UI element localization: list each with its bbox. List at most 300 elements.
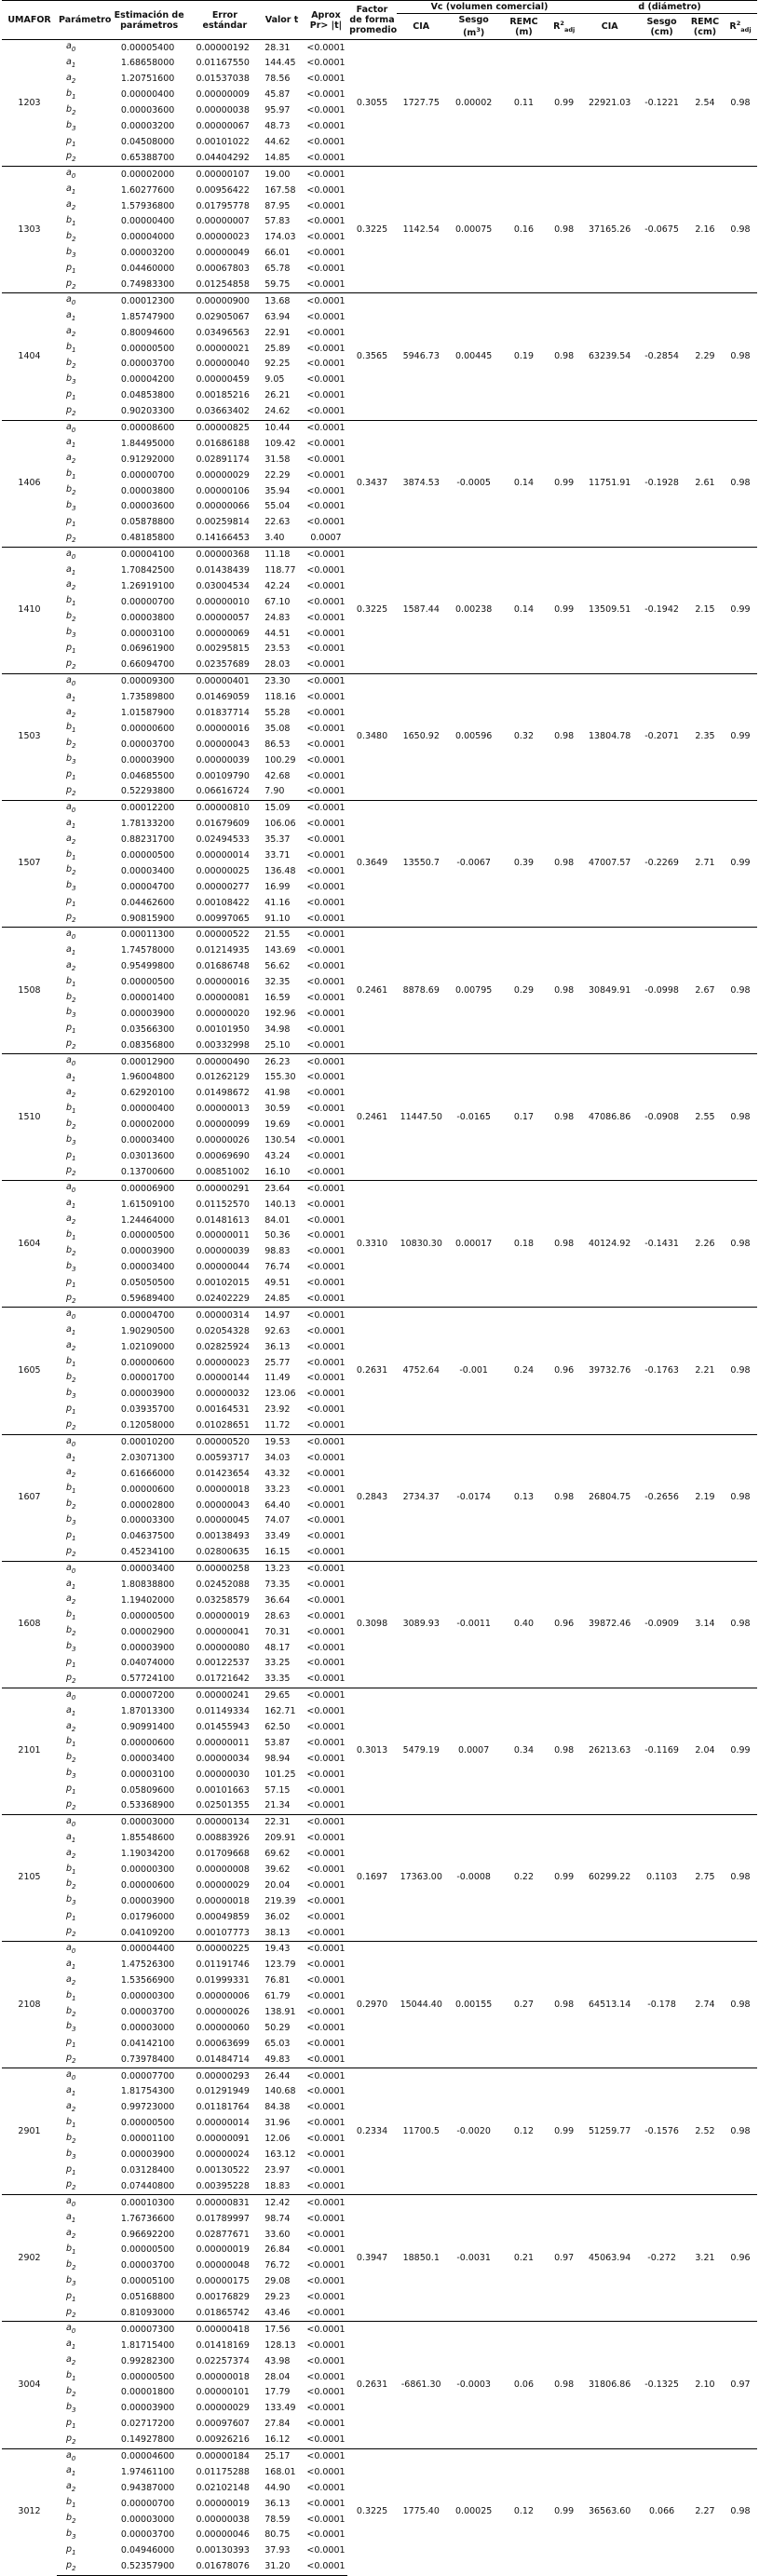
param-subscript: 1	[72, 600, 76, 608]
d-remc-cell: 2.27	[686, 2448, 724, 2575]
p-value-cell: <0.0001	[305, 673, 347, 689]
param-subscript: 3	[72, 2026, 76, 2034]
estimate-cell: 0.90815900	[120, 913, 175, 924]
estimate-cell: 1.81715400	[120, 2339, 175, 2351]
d-sesgo-cell: -0.2269	[637, 800, 686, 927]
std-error-cell: 0.00000057	[196, 612, 250, 623]
param-symbol: b	[66, 1133, 73, 1145]
t-value-cell: 101.25	[264, 1769, 296, 1780]
param-cell	[57, 1228, 108, 1244]
param-cell	[57, 2036, 108, 2052]
table-row	[2, 2195, 757, 2211]
col-aprox: Aprox Pr> |t|	[305, 1, 347, 40]
std-error-cell: 0.00000225	[190, 1942, 259, 1958]
param-cell	[57, 784, 108, 800]
std-error-cell: 0.00000014	[196, 850, 250, 861]
std-error-cell: 0.00000008	[196, 1864, 250, 1876]
param-subscript: 1	[71, 315, 76, 323]
param-symbol: a	[66, 437, 72, 448]
t-value-cell: 55.28	[264, 708, 291, 718]
estimate-cell: 0.00003100	[120, 628, 175, 639]
param-cell	[57, 863, 108, 879]
t-value-cell: 22.31	[259, 1814, 305, 1830]
col-d-cia: CIA	[582, 14, 637, 40]
t-value-cell: 23.64	[259, 1181, 305, 1197]
param-cell	[57, 135, 108, 151]
param-cell	[57, 1751, 108, 1767]
std-error-cell: 0.00176829	[196, 2292, 250, 2303]
parameter-table	[2, 0, 757, 2576]
estimate-cell: 0.99723000	[120, 2102, 175, 2113]
param-subscript: 2	[71, 837, 76, 846]
std-error-cell: 0.01469059	[196, 692, 250, 703]
umafor-cell: 1410	[2, 547, 57, 673]
table-row	[2, 293, 757, 309]
param-subscript: 2	[71, 1851, 76, 1860]
col-d-r2	[724, 14, 757, 40]
p-value-cell: <0.0001	[306, 644, 346, 655]
param-subscript: 1	[72, 1661, 76, 1669]
t-value-cell: 34.98	[264, 1024, 291, 1035]
param-symbol: a	[66, 183, 72, 195]
estimate-cell: 0.00009300	[108, 673, 191, 689]
t-value-cell: 91.10	[264, 913, 291, 924]
param-cell	[57, 150, 108, 166]
estimate-cell: 0.08356800	[120, 1039, 175, 1051]
param-subscript: 1	[71, 2470, 76, 2478]
param-cell	[57, 879, 108, 895]
param-cell	[57, 2528, 108, 2543]
param-subscript: 2	[71, 1978, 76, 1986]
param-cell	[57, 183, 108, 198]
estimate-cell: 0.61666000	[120, 1468, 175, 1479]
t-value-cell: 76.74	[264, 1262, 291, 1273]
t-value-cell: 92.63	[264, 1325, 291, 1336]
param-symbol: a	[66, 690, 72, 701]
param-cell	[57, 1624, 108, 1640]
param-symbol: b	[66, 848, 73, 860]
param-symbol: a	[66, 1324, 72, 1335]
estimate-cell: 1.53566900	[120, 1975, 175, 1986]
estimate-cell: 0.03128400	[120, 2164, 175, 2176]
param-cell	[57, 594, 108, 610]
param-symbol: a	[66, 1847, 72, 1858]
p-value-cell: <0.0001	[306, 1579, 346, 1590]
vc-remc-cell: 0.14	[502, 420, 546, 547]
std-error-cell: 0.01455943	[196, 1722, 250, 1732]
param-subscript: 2	[72, 409, 76, 417]
vc-remc-cell: 0.19	[502, 293, 546, 420]
vc-cia-cell: 11700.5	[397, 2068, 446, 2195]
std-error-cell: 0.00000039	[196, 754, 250, 766]
param-symbol: p	[66, 2053, 73, 2064]
p-value-cell: <0.0001	[306, 74, 346, 85]
col-vc-r2-sup: 2	[560, 19, 564, 27]
param-cell	[57, 1086, 108, 1102]
param-symbol: p	[66, 1276, 73, 1287]
std-error-cell: 0.01438439	[196, 564, 250, 576]
param-cell	[57, 373, 108, 388]
t-value-cell: 106.06	[264, 819, 296, 830]
p-value-cell: <0.0001	[305, 2322, 347, 2338]
std-error-cell: 0.00000060	[196, 2022, 250, 2033]
param-symbol: b	[66, 373, 73, 384]
d-cia-cell: 37165.26	[582, 167, 637, 293]
param-cell	[57, 198, 108, 214]
param-cell	[57, 1434, 108, 1450]
d-sesgo-cell: -0.2071	[637, 673, 686, 800]
d-r2-cell: 0.97	[724, 2322, 757, 2448]
t-value-cell: 11.72	[264, 1420, 291, 1431]
std-error-cell: 0.00108422	[196, 897, 250, 908]
std-error-cell: 0.01418169	[196, 2339, 250, 2351]
std-error-cell: 0.00000459	[196, 374, 250, 386]
t-value-cell: 138.91	[264, 2007, 296, 2018]
table-row	[2, 167, 757, 183]
p-value-cell: <0.0001	[306, 628, 346, 639]
std-error-cell: 0.00101950	[196, 1024, 250, 1035]
vc-remc-cell: 0.32	[502, 673, 546, 800]
std-error-cell: 0.01028651	[196, 1420, 250, 1431]
umafor-cell: 2901	[2, 2068, 57, 2195]
p-value-cell: <0.0001	[306, 2260, 346, 2271]
table-row	[2, 2322, 757, 2338]
std-error-cell: 0.02800635	[196, 1547, 250, 1558]
p-value-cell: <0.0001	[306, 1373, 346, 1384]
param-cell	[57, 1593, 108, 1608]
t-value-cell: 140.68	[264, 2086, 296, 2097]
factor-cell: 0.3055	[347, 40, 397, 167]
p-value-cell: <0.0001	[306, 850, 346, 861]
vc-sesgo-cell: -0.0005	[446, 420, 502, 547]
param-subscript: 1	[71, 695, 76, 703]
p-value-cell: <0.0001	[306, 454, 346, 465]
param-subscript: 0	[71, 426, 76, 434]
param-symbol: a	[66, 1467, 72, 1478]
col-parametro: Parámetro	[57, 1, 108, 40]
param-symbol: b	[66, 1513, 73, 1525]
p-value-cell: <0.0001	[306, 1626, 346, 1637]
param-symbol: p	[66, 2179, 73, 2190]
p-value-cell: <0.0001	[306, 1769, 346, 1780]
param-cell	[57, 72, 108, 88]
p-value-cell: <0.0001	[306, 89, 346, 101]
t-value-cell: 62.50	[264, 1722, 291, 1732]
param-symbol: a	[66, 1198, 72, 1209]
t-value-cell: 74.07	[264, 1515, 291, 1526]
param-subscript: 1	[72, 1027, 76, 1036]
param-cell	[57, 420, 108, 436]
param-subscript: 1	[72, 2168, 76, 2176]
std-error-cell: 0.00000013	[196, 1104, 250, 1115]
param-cell	[57, 499, 108, 515]
t-value-cell: 155.30	[264, 1072, 296, 1083]
p-value-cell: <0.0001	[306, 1293, 346, 1304]
d-cia-cell: 60299.22	[582, 1814, 637, 1941]
param-symbol: b	[66, 991, 73, 1002]
col-d-remc: REMC (cm)	[686, 14, 724, 40]
std-error-cell: 0.03258579	[196, 1594, 250, 1606]
std-error-cell: 0.00395228	[196, 2180, 250, 2191]
umafor-cell: 1608	[2, 1561, 57, 1688]
d-remc-cell: 2.67	[686, 928, 724, 1054]
estimate-cell: 0.00003400	[120, 1262, 175, 1273]
param-symbol: a	[66, 326, 72, 337]
param-cell	[57, 468, 108, 483]
estimate-cell: 0.59689400	[120, 1293, 175, 1304]
table-row	[2, 1434, 757, 1450]
param-cell	[57, 2401, 108, 2417]
param-symbol: a	[66, 421, 72, 432]
vc-cia-cell: 1650.92	[397, 673, 446, 800]
std-error-cell: 0.00000810	[190, 800, 259, 816]
param-cell	[57, 2005, 108, 2021]
vc-cia-cell: 17363.00	[397, 1814, 446, 1941]
d-cia-cell: 22921.03	[582, 40, 637, 167]
p-value-cell: <0.0001	[306, 1833, 346, 1844]
factor-cell: 0.2631	[347, 2322, 397, 2448]
param-subscript: 1	[72, 2501, 76, 2510]
param-cell	[57, 1656, 108, 1672]
p-value-cell: <0.0001	[305, 1434, 347, 1450]
param-cell	[57, 2543, 108, 2559]
param-symbol: a	[66, 1086, 72, 1097]
estimate-cell: 0.04685500	[120, 770, 175, 781]
estimate-cell: 1.61509100	[120, 1199, 175, 1210]
t-value-cell: 25.17	[259, 2448, 305, 2464]
param-cell	[57, 1545, 108, 1561]
std-error-cell: 0.00000044	[196, 1262, 250, 1273]
std-error-cell: 0.02402229	[196, 1293, 250, 1304]
std-error-cell: 0.02494533	[196, 834, 250, 846]
p-value-cell: <0.0001	[306, 2387, 346, 2398]
vc-sesgo-cell: -0.0165	[446, 1054, 502, 1181]
estimate-cell: 0.00003200	[120, 248, 175, 259]
param-subscript: 3	[72, 124, 76, 132]
p-value-cell: <0.0001	[306, 1278, 346, 1289]
param-subscript: 2	[72, 1170, 76, 1178]
d-sesgo-cell: -0.1942	[637, 547, 686, 673]
std-error-cell: 0.04404292	[196, 152, 250, 163]
t-value-cell: 28.04	[264, 2371, 291, 2382]
col-d-r2-text: R	[729, 20, 737, 32]
col-vc-r2-sub: adj	[563, 25, 576, 34]
p-value-cell: <0.0001	[306, 2054, 346, 2065]
factor-cell: 0.3225	[347, 547, 397, 673]
param-cell	[57, 943, 108, 959]
std-error-cell: 0.00000038	[196, 2514, 250, 2525]
param-cell	[57, 848, 108, 864]
param-cell	[57, 1355, 108, 1371]
param-subscript: 1	[72, 2247, 76, 2256]
std-error-cell: 0.01721642	[196, 1674, 250, 1685]
param-subscript: 0	[71, 552, 76, 561]
param-cell	[57, 1371, 108, 1387]
p-value-cell: <0.0001	[306, 2339, 346, 2351]
t-value-cell: 67.10	[264, 596, 291, 607]
estimate-cell: 1.87013300	[120, 1706, 175, 1717]
param-subscript: 1	[72, 140, 76, 148]
d-cia-cell: 13509.51	[582, 547, 637, 673]
estimate-cell: 0.00003400	[108, 1561, 191, 1577]
t-value-cell: 3.40	[264, 533, 285, 544]
std-error-cell: 0.00000080	[196, 1642, 250, 1653]
param-symbol: b	[66, 1228, 73, 1240]
param-cell	[57, 2385, 108, 2401]
param-symbol: b	[66, 627, 73, 638]
param-subscript: 1	[72, 520, 76, 528]
std-error-cell: 0.00295815	[196, 644, 250, 655]
std-error-cell: 0.00000029	[196, 2403, 250, 2414]
t-value-cell: 65.78	[264, 264, 291, 275]
t-value-cell: 84.38	[264, 2102, 291, 2113]
param-cell	[57, 2132, 108, 2148]
param-cell	[57, 547, 108, 563]
vc-cia-cell: 11447.50	[397, 1054, 446, 1181]
d-r2-cell: 0.98	[724, 1054, 757, 1181]
t-value-cell: 30.59	[264, 1104, 291, 1115]
p-value-cell: <0.0001	[306, 2498, 346, 2509]
param-symbol: a	[66, 199, 72, 210]
param-cell	[57, 721, 108, 737]
param-subscript: 0	[71, 1693, 76, 1702]
param-symbol: b	[66, 1498, 73, 1510]
std-error-cell: 0.01795778	[196, 200, 250, 211]
vc-sesgo-cell: -0.0011	[446, 1561, 502, 1688]
p-value-cell: <0.0001	[306, 564, 346, 576]
param-symbol: b	[66, 1371, 73, 1382]
param-cell	[57, 2068, 108, 2084]
p-value-cell: <0.0001	[306, 1737, 346, 1748]
param-subscript: 3	[72, 1265, 76, 1273]
umafor-cell: 1203	[2, 40, 57, 167]
param-symbol: b	[66, 468, 73, 480]
param-subscript: 1	[72, 2548, 76, 2556]
param-symbol: a	[66, 2339, 72, 2350]
param-cell	[57, 1989, 108, 2005]
std-error-cell: 0.01484714	[196, 2054, 250, 2065]
d-cia-cell: 30849.91	[582, 928, 637, 1054]
t-value-cell: 28.03	[264, 659, 291, 671]
param-symbol: b	[66, 1609, 73, 1620]
t-value-cell: 19.00	[259, 167, 305, 183]
std-error-cell: 0.01423654	[196, 1468, 250, 1479]
param-cell	[57, 1814, 108, 1830]
t-value-cell: 15.09	[259, 800, 305, 816]
d-r2-cell: 0.99	[724, 547, 757, 673]
d-sesgo-cell: -0.0908	[637, 1054, 686, 1181]
param-symbol: a	[66, 1688, 72, 1700]
table-body	[2, 40, 757, 2576]
t-value-cell: 33.25	[264, 1658, 291, 1669]
estimate-cell: 0.94387000	[120, 2482, 175, 2493]
param-subscript: 2	[72, 1043, 76, 1051]
estimate-cell: 1.68658000	[120, 58, 175, 69]
std-error-cell: 0.00109790	[196, 770, 250, 781]
estimate-cell: 0.00003900	[120, 1008, 175, 1019]
param-cell	[57, 119, 108, 135]
param-cell	[57, 1054, 108, 1070]
std-error-cell: 0.00000026	[196, 2007, 250, 2018]
param-cell	[57, 1735, 108, 1751]
t-value-cell: 219.39	[264, 1895, 296, 1906]
col-vc-sesgo-text: Sesgo (m	[458, 15, 489, 39]
p-value-cell: <0.0001	[306, 692, 346, 703]
param-cell	[57, 1387, 108, 1403]
vc-remc-cell: 0.11	[502, 40, 546, 167]
vc-cia-cell: 4752.64	[397, 1308, 446, 1434]
param-symbol: p	[66, 769, 73, 780]
param-cell	[57, 1878, 108, 1893]
param-cell	[57, 2211, 108, 2227]
estimate-cell: 0.00011300	[108, 928, 191, 943]
p-value-cell: <0.0001	[306, 1722, 346, 1732]
estimate-cell: 0.80094600	[120, 327, 175, 338]
param-symbol: p	[66, 1783, 73, 1795]
param-cell	[57, 563, 108, 579]
p-value-cell: <0.0001	[306, 390, 346, 401]
vc-cia-cell: 1727.75	[397, 40, 446, 167]
param-cell	[57, 1973, 108, 1989]
param-subscript: 1	[72, 1614, 76, 1622]
factor-cell: 0.3649	[347, 800, 397, 927]
t-value-cell: 73.35	[264, 1579, 291, 1590]
estimate-cell: 0.65388700	[120, 152, 175, 163]
param-subscript: 2	[72, 1502, 76, 1511]
param-subscript: 2	[72, 156, 76, 164]
t-value-cell: 136.48	[264, 865, 296, 876]
estimate-cell: 1.76736600	[120, 2213, 175, 2224]
p-value-cell: <0.0001	[306, 2007, 346, 2018]
col-vc-r2-text: R	[553, 20, 561, 32]
t-value-cell: 32.35	[264, 977, 291, 988]
p-value-cell: <0.0001	[306, 2229, 346, 2240]
col-d-sesgo: Sesgo (cm)	[637, 14, 686, 40]
param-subscript: 2	[72, 2010, 76, 2018]
t-value-cell: 92.25	[264, 359, 291, 370]
param-symbol: b	[66, 975, 73, 986]
p-value-cell: <0.0001	[306, 1468, 346, 1479]
std-error-cell: 0.00000040	[196, 359, 250, 370]
param-subscript: 2	[72, 282, 76, 291]
param-subscript: 2	[71, 1725, 76, 1733]
std-error-cell: 0.01152570	[196, 1199, 250, 1210]
std-error-cell: 0.00000520	[190, 1434, 259, 1450]
d-r2-cell: 0.98	[724, 1561, 757, 1688]
vc-remc-cell: 0.29	[502, 928, 546, 1054]
p-value-cell: <0.0001	[306, 1594, 346, 1606]
t-value-cell: 29.23	[264, 2292, 291, 2303]
p-value-cell: <0.0001	[306, 945, 346, 956]
estimate-cell: 0.00003900	[120, 1642, 175, 1653]
t-value-cell: 12.06	[264, 2134, 291, 2145]
std-error-cell: 0.02357689	[196, 659, 250, 671]
estimate-cell: 0.00002000	[108, 167, 191, 183]
param-subscript: 0	[71, 2074, 76, 2082]
estimate-cell: 0.05168800	[120, 2292, 175, 2303]
param-subscript: 1	[72, 1407, 76, 1416]
param-symbol: b	[66, 595, 73, 606]
t-value-cell: 41.98	[264, 1088, 291, 1099]
param-cell	[57, 2433, 108, 2448]
d-remc-cell: 2.29	[686, 293, 724, 420]
estimate-cell: 1.20751600	[120, 74, 175, 85]
p-value-cell: <0.0001	[306, 1879, 346, 1891]
p-value-cell: <0.0001	[305, 547, 347, 563]
estimate-cell: 0.06961900	[120, 644, 175, 655]
vc-cia-cell: 5946.73	[397, 293, 446, 420]
std-error-cell: 0.00000106	[196, 485, 250, 496]
